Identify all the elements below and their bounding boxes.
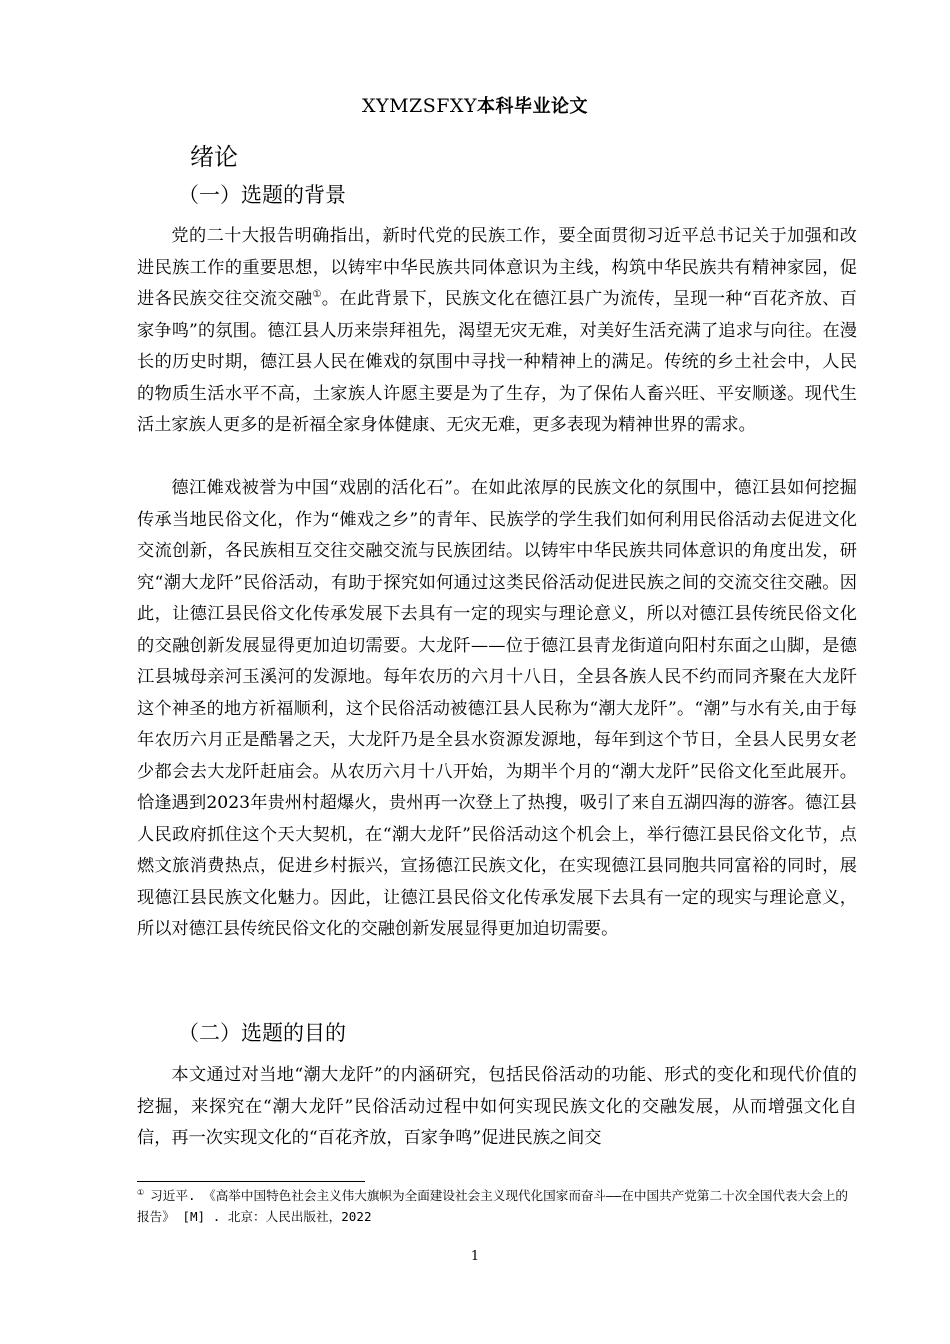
paragraph-background-1 <box>137 221 857 442</box>
footnote-text: 习近平. 《高举中国特色社会主义伟大旗帜为全面建设社会主义现代化国家而奋斗——在中国共产党第二十次全国代表大会上的报告》 [M] . 北京：人民出版社，2022 <box>137 1188 848 1224</box>
footnote <box>137 1185 857 1227</box>
header-latin: XYMZSFXY <box>362 95 477 117</box>
footnote-separator <box>137 1181 365 1182</box>
paragraph-purpose-1: 本文通过对当地“潮大龙阡”的内涵研究，包括民俗活动的功能、形式的变化和现代价值的挖掘，来探究在“潮大龙阡”民俗活动过程中如何实现民族文化的交融发展，从而增强文化自信，再一次实现文化的“百花齐放，百家争鸣”促进民族之间交 <box>137 1065 857 1148</box>
footnote-mark: ① <box>137 1188 145 1197</box>
page-number: 1 <box>470 1249 480 1264</box>
running-header <box>0 92 950 118</box>
paragraph-background-2: 德江傩戏被誉为中国“戏剧的活化石”。在如此浓厚的民族文化的氛围中，德江县如何挖掘传承当地民俗文化，作为“傩戏之乡”的青年、民族学的学生我们如何利用民俗活动去促进文化交流创新，各民族相互交往交融交流与民族团结。以铸牢中华民族共同体意识的角度出发，研究“潮大龙阡”民俗活动，有助于探究如何通过这类民俗活动促进民族之间的交流交往交融。因此，让德江县民俗文化传承发展下去具有一定的现实与理论意义，所以对德江县传统民俗文化的交融创新发展显得更加迫切需要。大龙阡——位于德江县青龙街道向阳村东面之山脚，是德江县城母亲河玉溪河的发源地。每年农历的六月十八日，全县各族人民不约而同齐聚在大龙阡这个神圣的地方祈福顺利，这个民俗活动被德江县人民称为“潮大龙阡”。“潮”与水有关,由于每年农历六月正是酷暑之天，大龙阡乃是全县水资源发源地，每年到这个节日，全县人民男女老少都会去大龙阡赶庙会。从农历六月十八开始，为期半个月的“潮大龙阡”民俗文化至此展开。恰逢遇到2023年贵州村超爆火，贵州再一次登上了热搜，吸引了来自五湖四海的游客。德江县人民政府抓住这个天大契机，在“潮大龙阡”民俗活动这个机会上，举行德江县民俗文化节，点燃文旅消费热点，促进乡村振兴，宣扬德江民族文化，在实现德江县同胞共同富裕的同时，展现德江县民族文化魅力。因此，让德江县民俗文化传承发展下去具有一定的现实与理论意义，所以对德江县传统民俗文化的交融创新发展显得更加迫切需要。 <box>137 478 857 939</box>
header-chinese: 本科毕业论文 <box>477 96 588 117</box>
section-heading-purpose: （二）选题的目的 <box>178 1021 346 1045</box>
paragraph-text: 。在此背景下，民族文化在德江县广为流传，呈现一种“百花齐放、百家争鸣”的氛围。德江县人历来崇拜祖先，渴望无灾无难，对美好生活充满了追求与向往。在漫长的历史时期，德江县人民在傩戏的氛围中寻找一种精神上的满足。传统的乡土社会中，人民的物质生活水平不高，土家族人许愿主要是为了生存，为了保佑人畜兴旺、平安顺遂。现代生活土家族人更多的是祈福全家身体健康、无灾无难，更多表现为精神世界的需求。 <box>137 289 857 435</box>
footnote-reference[interactable]: ① <box>312 289 322 300</box>
chapter-title: 绪论 <box>190 143 238 171</box>
paragraph-text: 党的二十大报告明确指出，新时代党的民族工作，要全面贯彻习近平总书记关于加强和改进民族工作的重要思想，以铸牢中华民族共同体意识为主线，构筑中华民族共有精神家园，促进各民族交往交流交融 <box>137 226 857 309</box>
section-heading-background: （一）选题的背景 <box>178 183 346 207</box>
